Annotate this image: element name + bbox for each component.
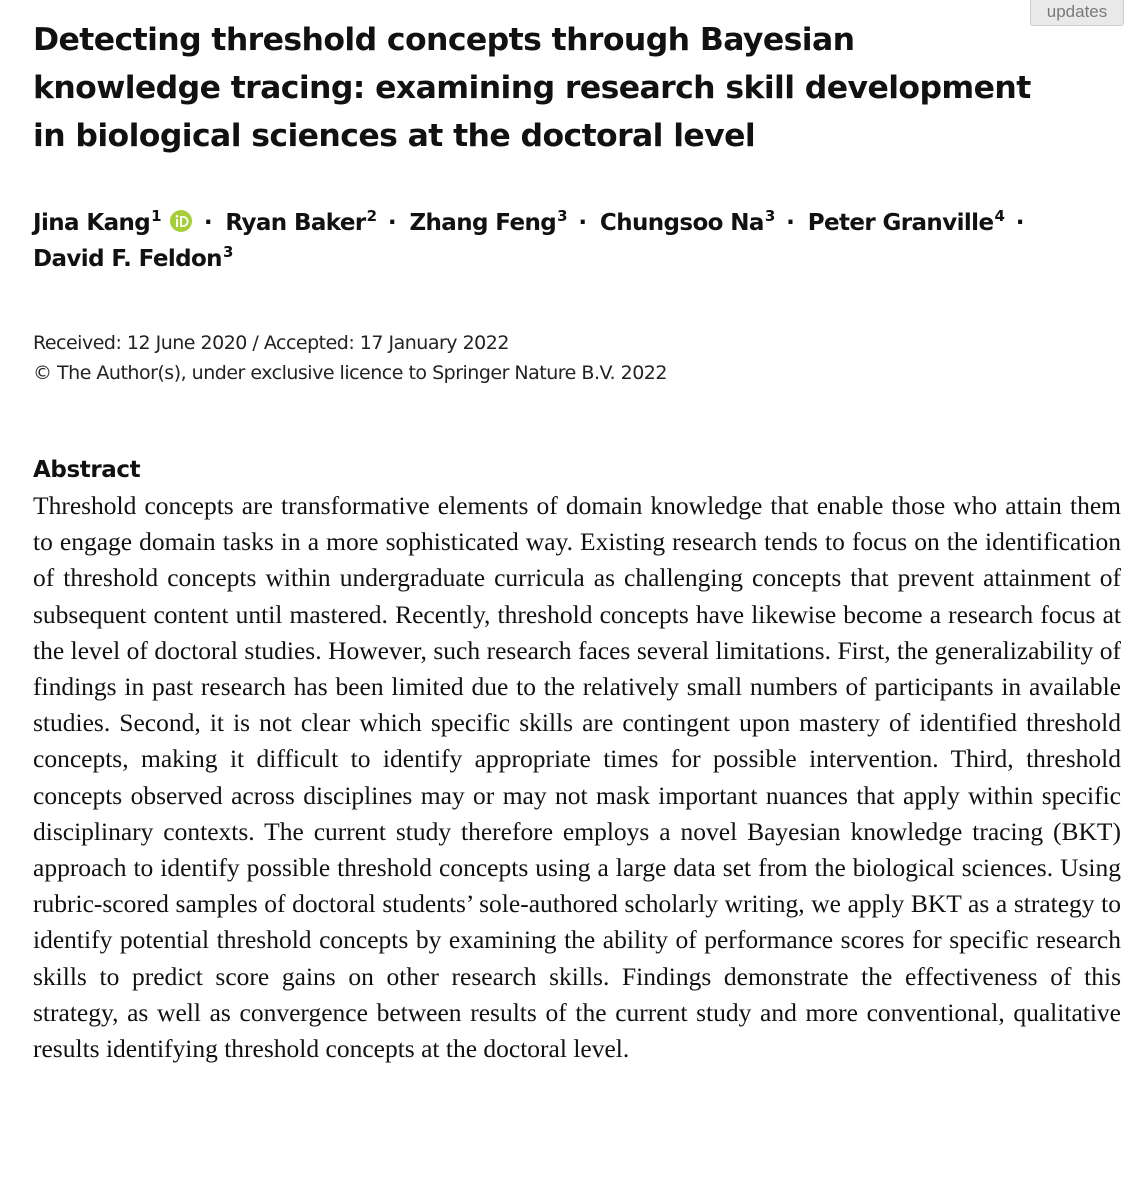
affiliation-marker: 3 [557,207,567,225]
affiliation-marker: 3 [222,243,233,261]
received-accepted-dates: Received: 12 June 2020 / Accepted: 17 January 2022 [33,332,509,354]
affiliation-marker: 3 [764,207,775,225]
check-for-updates-badge[interactable]: updates [1030,0,1124,26]
article-title: Detecting threshold concepts through Bayesian knowledge tracing: examining research skill development in biological sciences at the doctoral level [33,22,1031,154]
author-name[interactable]: Zhang Feng [409,210,557,236]
author-name[interactable]: Ryan Baker [225,210,366,236]
orcid-icon[interactable] [170,210,192,232]
author-separator: · [387,210,397,236]
author-separator: · [203,210,212,236]
abstract-text: Threshold concepts are transformative elements of domain knowledge that enable those who attain them to engage domain tasks in a more sophisticated way. Existing research tends to focus on the identification of threshold concepts within undergraduate curricula as challenging concepts that prevent attainment of subsequent content until mastered. Recently, threshold concepts have likewise become a research focus at the level of doctoral studies. However, such research faces several limitations. First, the generalizability of findings in past research has been limited due to the relatively small numbers of participants in available studies. Second, it is not clear which specific skills are contingent upon mastery of identified threshold concepts, making it difficult to identify appropriate times for possible intervention. Third, threshold concepts observed across disciplines may or may not mask important nuances that apply within specific disciplinary contexts. The current study therefore employs a novel Bayesian knowledge tracing (BKT) approach to identify possible threshold concepts using a large data set from the biological sciences. Using rubric-scored samples of doctoral students’ sole-authored scholarly writing, we apply BKT as a strategy to identify potential threshold concepts by examining the ability of performance scores for specific research skills to predict score gains on other research skills. Findings demonstrate the effectiveness of this strategy, as well as convergence between results of the current study and more conventional, qualitative results identifying threshold concepts at the doctoral level. [33,491,1121,1064]
author-name[interactable]: Chungsoo Na [599,210,764,236]
author-separator: · [578,210,587,236]
author-name[interactable]: Peter Granville [807,210,994,236]
copyright-notice: © The Author(s), under exclusive licence to Springer Nature B.V. 2022 [33,362,667,384]
author-separator: · [1015,210,1024,236]
affiliation-marker: 2 [366,207,377,225]
affiliation-marker: 1 [151,207,161,225]
affiliation-marker: 4 [994,207,1005,225]
author-name[interactable]: Jina Kang [33,210,151,236]
abstract-heading: Abstract [33,457,141,483]
author-separator: · [786,210,795,236]
author-name[interactable]: David F. Feldon [33,246,222,272]
author-list [33,205,1113,277]
article-history [33,328,1033,388]
